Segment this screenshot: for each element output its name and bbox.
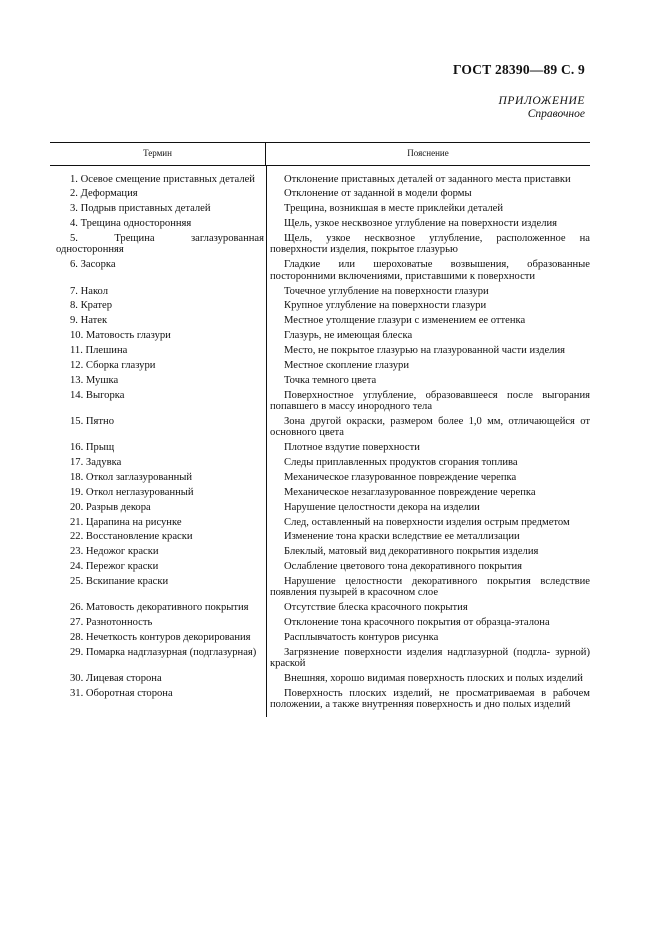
- explanation-cell: Трещина, возникшая в месте приклейки деталей: [284, 203, 504, 215]
- term-cell: 20. Разрыв декора: [70, 501, 151, 513]
- table-row: [50, 617, 590, 628]
- table-row: [50, 602, 590, 613]
- term-cell: 10. Матовость глазури: [70, 330, 171, 342]
- term-cell: 7. Накол: [70, 285, 108, 297]
- term-cell: 18. Откол заглазурованный: [70, 471, 193, 483]
- explanation-cell: Отсутствие блеска красочного покрытия: [284, 602, 468, 614]
- term-cell: 2. Деформация: [70, 188, 138, 200]
- appendix-subtitle: Справочное: [527, 108, 585, 120]
- explanation-cell: Поверхностное углубление, образовавшееся после выгорания попавшего в массу инородного тела: [270, 389, 590, 413]
- table-row: [50, 259, 590, 282]
- term-cell: 4. Трещина односторонняя: [70, 218, 192, 230]
- explanation-cell: Нарушение целостности декоративного покрытия вследствие появления пузырей в красочном слое: [270, 576, 590, 599]
- page-header: ГОСТ 28390—89 С. 9: [452, 62, 585, 77]
- table-row: [50, 390, 590, 413]
- explanation-cell: След, оставленный на поверхности изделия острым предметом: [284, 516, 570, 528]
- term-cell: 25. Вскипание краски: [70, 576, 169, 588]
- appendix-label: [499, 95, 585, 121]
- term-cell: 13. Мушка: [70, 374, 119, 386]
- explanation-cell: Отклонение от заданной в модели формы: [284, 188, 472, 200]
- explanation-cell: Точка темного цвета: [284, 374, 377, 386]
- appendix-title: ПРИЛОЖЕНИЕ: [498, 95, 585, 107]
- term-cell: 8. Кратер: [70, 300, 113, 312]
- table-row: [50, 300, 590, 311]
- explanation-cell: Зона другой окраски, размером более 1,0 мм, отличающейся от основного цвета: [270, 415, 590, 439]
- explanation-cell: Механическое глазурованное повреждение черепка: [284, 471, 517, 483]
- explanation-cell: Отклонение приставных деталей от заданного места приставки: [284, 173, 571, 185]
- explanation-cell: Плотное вздутие поверхности: [284, 442, 420, 454]
- term-cell: 27. Разнотонность: [70, 617, 153, 629]
- table-row: [50, 345, 590, 356]
- table-row: [50, 203, 590, 214]
- table-row: [50, 472, 590, 483]
- explanation-cell: Нарушение целостности декора на изделии: [284, 501, 480, 513]
- explanation-cell: Внешняя, хорошо видимая поверхность плоских и полых изделий: [284, 673, 583, 685]
- term-cell: 3. Подрыв приставных деталей: [70, 203, 211, 215]
- table-row: [50, 416, 590, 439]
- explanation-cell: Место, не покрытое глазурью на глазурованной части изделия: [284, 345, 566, 357]
- table-row: [50, 330, 590, 341]
- explanation-cell: Крупное углубление на поверхности глазури: [284, 300, 487, 312]
- explanation-cell: Гладкие или шероховатые возвышения, образованные посторонними включениями, приставшими к поверхности: [270, 259, 590, 282]
- table-row: [50, 442, 590, 453]
- term-cell: 17. Задувка: [70, 457, 122, 469]
- table-row: [50, 517, 590, 528]
- table-row: [50, 647, 590, 670]
- table-row: [50, 502, 590, 513]
- table-row: [50, 457, 590, 468]
- table-row: [50, 632, 590, 643]
- table-row: [50, 174, 590, 185]
- term-cell: 14. Выгорка: [70, 389, 125, 401]
- explanation-cell: Загрязнение поверхности изделия надглазурной (подгла- зурной) краской: [270, 647, 590, 670]
- term-cell: 21. Царапина на рисунке: [70, 516, 182, 528]
- table-row: [50, 688, 590, 711]
- explanation-cell: Щель, узкое несквозное углубление, расположенное на поверхности изделия, покрытое глазурью: [270, 233, 590, 256]
- table-body: [50, 166, 590, 711]
- term-cell: 30. Лицевая сторона: [70, 673, 162, 685]
- explanation-cell: Блеклый, матовый вид декоративного покрытия изделия: [284, 546, 539, 558]
- table-row: [50, 360, 590, 371]
- term-cell: 9. Натек: [70, 315, 108, 327]
- table-row: [50, 673, 590, 684]
- term-cell: 29. Помарка надглазурная (подглазурная): [70, 647, 257, 659]
- explanation-cell: Отклонение тона красочного покрытия от образца-эталона: [284, 617, 550, 629]
- table-header: [50, 142, 590, 166]
- term-cell: 15. Пятно: [70, 415, 115, 427]
- explanation-cell: Ослабление цветового тона декоративного покрытия: [284, 561, 523, 573]
- term-cell: 22. Восстановление краски: [70, 531, 193, 543]
- term-cell: 1. Осевое смещение приставных деталей: [70, 173, 255, 185]
- table-row: [50, 546, 590, 557]
- term-cell: 28. Нечеткость контуров декорирования: [70, 632, 251, 644]
- explanation-cell: Щель, узкое несквозное углубление на поверхности изделия: [284, 218, 558, 230]
- table-row: [50, 286, 590, 297]
- explanation-cell: Глазурь, не имеющая блеска: [284, 330, 413, 342]
- term-cell: 19. Откол неглазурованный: [70, 486, 194, 498]
- terms-table: [50, 142, 590, 711]
- table-row: [50, 487, 590, 498]
- column-header-term: Термин: [50, 143, 266, 165]
- explanation-cell: Точечное углубление на поверхности глазури: [284, 285, 489, 297]
- table-row: [50, 233, 590, 256]
- table-row: [50, 315, 590, 326]
- explanation-cell: Расплывчатость контуров рисунка: [284, 632, 439, 644]
- table-row: [50, 576, 590, 599]
- explanation-cell: Местное скопление глазури: [284, 359, 409, 371]
- term-cell: 5. Трещина заглазурованная односторонняя: [56, 233, 264, 256]
- term-cell: 12. Сборка глазури: [70, 359, 156, 371]
- explanation-cell: Механическое незаглазурованное повреждение черепка: [284, 486, 536, 498]
- term-cell: 26. Матовость декоративного покрытия: [70, 602, 249, 614]
- explanation-cell: Изменение тона краски вследствие ее металлизации: [284, 531, 520, 543]
- term-cell: 16. Прыщ: [70, 442, 115, 454]
- term-cell: 31. Оборотная сторона: [70, 688, 173, 700]
- table-row: [50, 218, 590, 229]
- term-cell: 23. Недожог краски: [70, 546, 159, 558]
- term-cell: 11. Плешина: [70, 345, 128, 357]
- column-header-explanation: Пояснение: [407, 148, 449, 159]
- term-cell: 6. Засорка: [70, 259, 116, 271]
- explanation-cell: Местное утолщение глазури с изменением ее оттенка: [284, 315, 526, 327]
- table-row: [50, 188, 590, 199]
- term-cell: 24. Пережог краски: [70, 561, 159, 573]
- explanation-cell: Следы приплавленных продуктов сгорания топлива: [284, 457, 518, 469]
- table-row: [50, 531, 590, 542]
- table-row: [50, 561, 590, 572]
- explanation-cell: Поверхность плоских изделий, не просматриваемая в рабочем положении, а также внутренняя поверхность и дно полых изделий: [270, 688, 590, 711]
- table-row: [50, 375, 590, 386]
